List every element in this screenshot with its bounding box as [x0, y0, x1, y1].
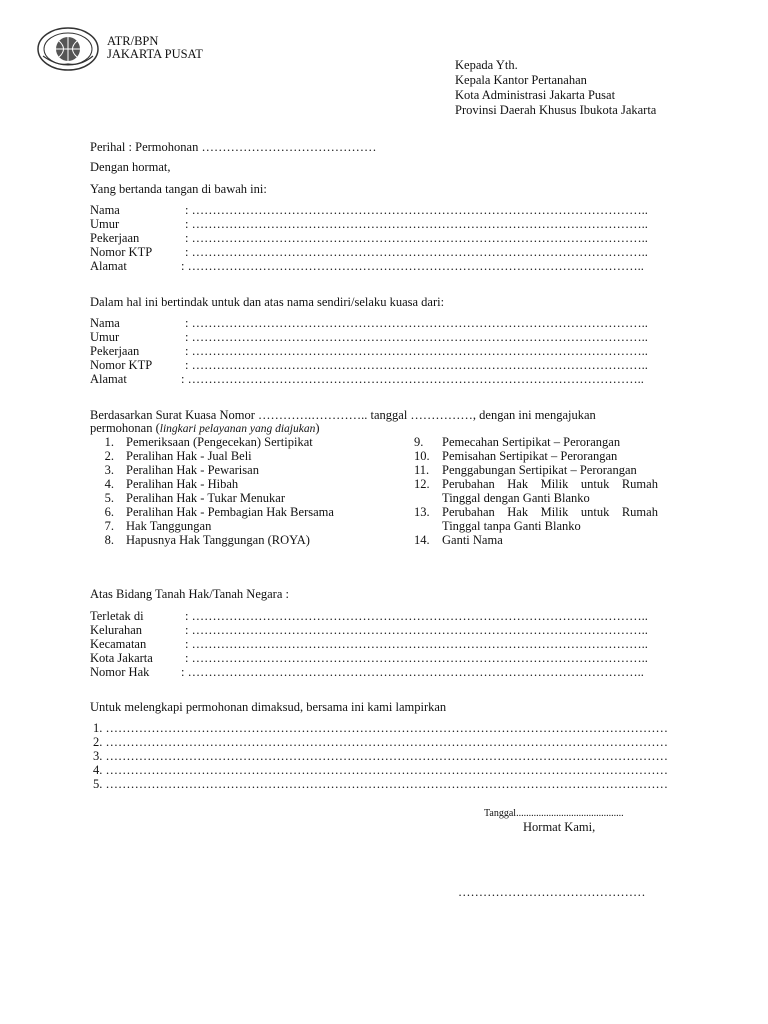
field-blank: : ………………………………………………………………………………………………..	[185, 330, 648, 344]
recipient-line-2: Kepala Kantor Pertanahan	[455, 73, 587, 87]
field-blank: : ………………………………………………………………………………………………..	[181, 259, 644, 273]
service-option-13[interactable]	[414, 505, 658, 519]
attachment-line-1[interactable]: 1. ………………………………………………………………………………………………………………………	[93, 721, 668, 735]
greeting: Dengan hormat,	[90, 160, 171, 174]
service-option-2[interactable]	[90, 449, 252, 463]
date-field[interactable]: Tanggal...........................................	[484, 808, 624, 819]
statement-text: permohonan (	[90, 421, 160, 435]
option-label: Tinggal tanpa Ganti Blanko	[442, 519, 581, 533]
attachments-intro: Untuk melengkapi permohonan dimaksud, bersama ini kami lampirkan	[90, 700, 447, 714]
service-option-11[interactable]	[414, 463, 637, 477]
option-number: 11.	[414, 463, 430, 477]
signature-line[interactable]: ………………………………………	[458, 885, 646, 899]
field-label: Terletak di	[90, 609, 144, 623]
closing-regards: Hormat Kami,	[523, 820, 596, 834]
option-label: Pemisahan Sertipikat – Perorangan	[442, 449, 618, 463]
field-blank: : ………………………………………………………………………………………………..	[185, 245, 648, 259]
field-label: Kecamatan	[90, 637, 147, 651]
proxy-address-field[interactable]	[90, 372, 680, 386]
land-location-field[interactable]	[90, 609, 680, 623]
option-label: Perubahan Hak Milik untuk Rumah	[442, 505, 658, 519]
service-option-3[interactable]	[90, 463, 259, 477]
option-number: 4.	[104, 477, 114, 491]
field-blank: : ………………………………………………………………………………………………..	[185, 203, 648, 217]
field-blank: : ………………………………………………………………………………………………..	[185, 217, 648, 231]
field-label: Pekerjaan	[90, 344, 140, 358]
field-label: Pekerjaan	[90, 231, 140, 245]
org-name	[107, 35, 203, 61]
option-number: 6.	[104, 505, 114, 519]
option-label: Hak Tanggungan	[126, 519, 212, 533]
field-blank: : ………………………………………………………………………………………………..	[185, 623, 648, 637]
option-number: 14.	[414, 533, 430, 547]
option-label: Pemeriksaan (Pengecekan) Sertipikat	[126, 435, 313, 449]
service-option-9[interactable]	[414, 435, 620, 449]
land-right-number-field[interactable]	[90, 665, 680, 679]
field-blank: : ………………………………………………………………………………………………..	[185, 651, 648, 665]
recipient-line-4: Provinsi Daerah Khusus Ibukota Jakarta	[455, 103, 657, 117]
option-label: Pemecahan Sertipikat – Perorangan	[442, 435, 621, 449]
applicant-job-field[interactable]	[90, 231, 680, 245]
field-label: Umur	[90, 217, 120, 231]
atr-bpn-logo	[37, 26, 99, 72]
service-option-12[interactable]	[414, 477, 658, 491]
statement-paren: )	[315, 421, 320, 435]
attachment-line-4[interactable]: 4. ………………………………………………………………………………………………………………………	[93, 763, 668, 777]
land-kelurahan-field[interactable]	[90, 623, 680, 637]
proxy-ktp-field[interactable]	[90, 358, 680, 372]
option-number: 2.	[104, 449, 114, 463]
attachment-line-3[interactable]: 3. ………………………………………………………………………………………………………………………	[93, 749, 668, 763]
service-option-14[interactable]	[414, 533, 503, 547]
applicant-name-field[interactable]	[90, 203, 680, 217]
option-number: 5.	[104, 491, 114, 505]
service-option-12-cont	[414, 491, 590, 505]
option-label: Peralihan Hak - Pewarisan	[126, 463, 259, 477]
field-label: Nomor KTP	[90, 358, 153, 372]
field-label: Nama	[90, 203, 120, 217]
service-option-13-cont	[414, 519, 581, 533]
applicant-age-field[interactable]	[90, 217, 680, 231]
option-number: 8.	[104, 533, 114, 547]
field-label: Alamat	[90, 372, 127, 386]
field-label: Kota Jakarta	[90, 651, 153, 665]
service-option-7[interactable]	[90, 519, 211, 533]
service-option-1[interactable]	[90, 435, 313, 449]
field-label: Kelurahan	[90, 623, 143, 637]
service-option-10[interactable]	[414, 449, 617, 463]
option-label: Ganti Nama	[442, 533, 503, 547]
service-option-4[interactable]	[90, 477, 238, 491]
perihal-line: Perihal : Permohonan ……………………………………	[90, 140, 377, 154]
statement-line-2	[90, 421, 320, 436]
field-blank: : ………………………………………………………………………………………………..	[181, 372, 644, 386]
proxy-name-field[interactable]	[90, 316, 680, 330]
field-label: Umur	[90, 330, 120, 344]
statement-line-1: Berdasarkan Surat Kuasa Nomor ………….………….. tanggal ……………, dengan ini mengajukan	[90, 408, 596, 422]
option-label: Peralihan Hak - Hibah	[126, 477, 239, 491]
option-number: 1.	[104, 435, 114, 449]
proxy-job-field[interactable]	[90, 344, 680, 358]
field-blank: : ………………………………………………………………………………………………..	[185, 344, 648, 358]
field-blank: : ………………………………………………………………………………………………..	[185, 316, 648, 330]
option-label: Penggabungan Sertipikat – Perorangan	[442, 463, 637, 477]
proxy-age-field[interactable]	[90, 330, 680, 344]
option-label: Hapusnya Hak Tanggungan (ROYA)	[126, 533, 310, 547]
service-option-6[interactable]	[90, 505, 334, 519]
option-label: Peralihan Hak - Pembagian Hak Bersama	[126, 505, 334, 519]
org-line-2: JAKARTA PUSAT	[107, 47, 203, 61]
field-label: Alamat	[90, 259, 127, 273]
land-kecamatan-field[interactable]	[90, 637, 680, 651]
option-label: Perubahan Hak Milik untuk Rumah	[442, 477, 658, 491]
attachment-line-2[interactable]: 2. ………………………………………………………………………………………………………………………	[93, 735, 668, 749]
field-blank: : ………………………………………………………………………………………………..	[181, 665, 644, 679]
option-number: 13.	[414, 505, 430, 519]
option-number: 7.	[104, 519, 114, 533]
field-label: Nomor Hak	[90, 665, 150, 679]
option-number: 12.	[414, 477, 430, 491]
option-number: 9.	[414, 435, 424, 449]
option-number: 10.	[414, 449, 430, 463]
field-label: Nama	[90, 316, 120, 330]
option-label: Peralihan Hak - Jual Beli	[126, 449, 252, 463]
proxy-intro: Dalam hal ini bertindak untuk dan atas nama sendiri/selaku kuasa dari:	[90, 295, 445, 309]
option-number: 3.	[104, 463, 114, 477]
land-city-field[interactable]	[90, 651, 680, 665]
applicant-address-field[interactable]	[90, 259, 680, 273]
org-line-1: ATR/BPN	[107, 34, 159, 48]
land-intro: Atas Bidang Tanah Hak/Tanah Negara :	[90, 587, 289, 601]
field-blank: : ………………………………………………………………………………………………..	[185, 609, 648, 623]
attachment-line-5[interactable]: 5. ………………………………………………………………………………………………………………………	[93, 777, 668, 791]
applicant-ktp-field[interactable]	[90, 245, 680, 259]
recipient-block	[455, 58, 656, 118]
field-label: Nomor KTP	[90, 245, 153, 259]
statement-instruction: lingkari pelayanan yang diajukan	[159, 423, 316, 435]
intro-text: Yang bertanda tangan di bawah ini:	[90, 182, 267, 196]
option-label: Peralihan Hak - Tukar Menukar	[126, 491, 285, 505]
option-label: Tinggal dengan Ganti Blanko	[442, 491, 590, 505]
service-option-5[interactable]	[90, 491, 285, 505]
recipient-line-1: Kepada Yth.	[455, 58, 518, 72]
field-blank: : ………………………………………………………………………………………………..	[185, 358, 648, 372]
recipient-line-3: Kota Administrasi Jakarta Pusat	[455, 88, 616, 102]
field-blank: : ………………………………………………………………………………………………..	[185, 637, 648, 651]
field-blank: : ………………………………………………………………………………………………..	[185, 231, 648, 245]
service-option-8[interactable]	[90, 533, 310, 547]
